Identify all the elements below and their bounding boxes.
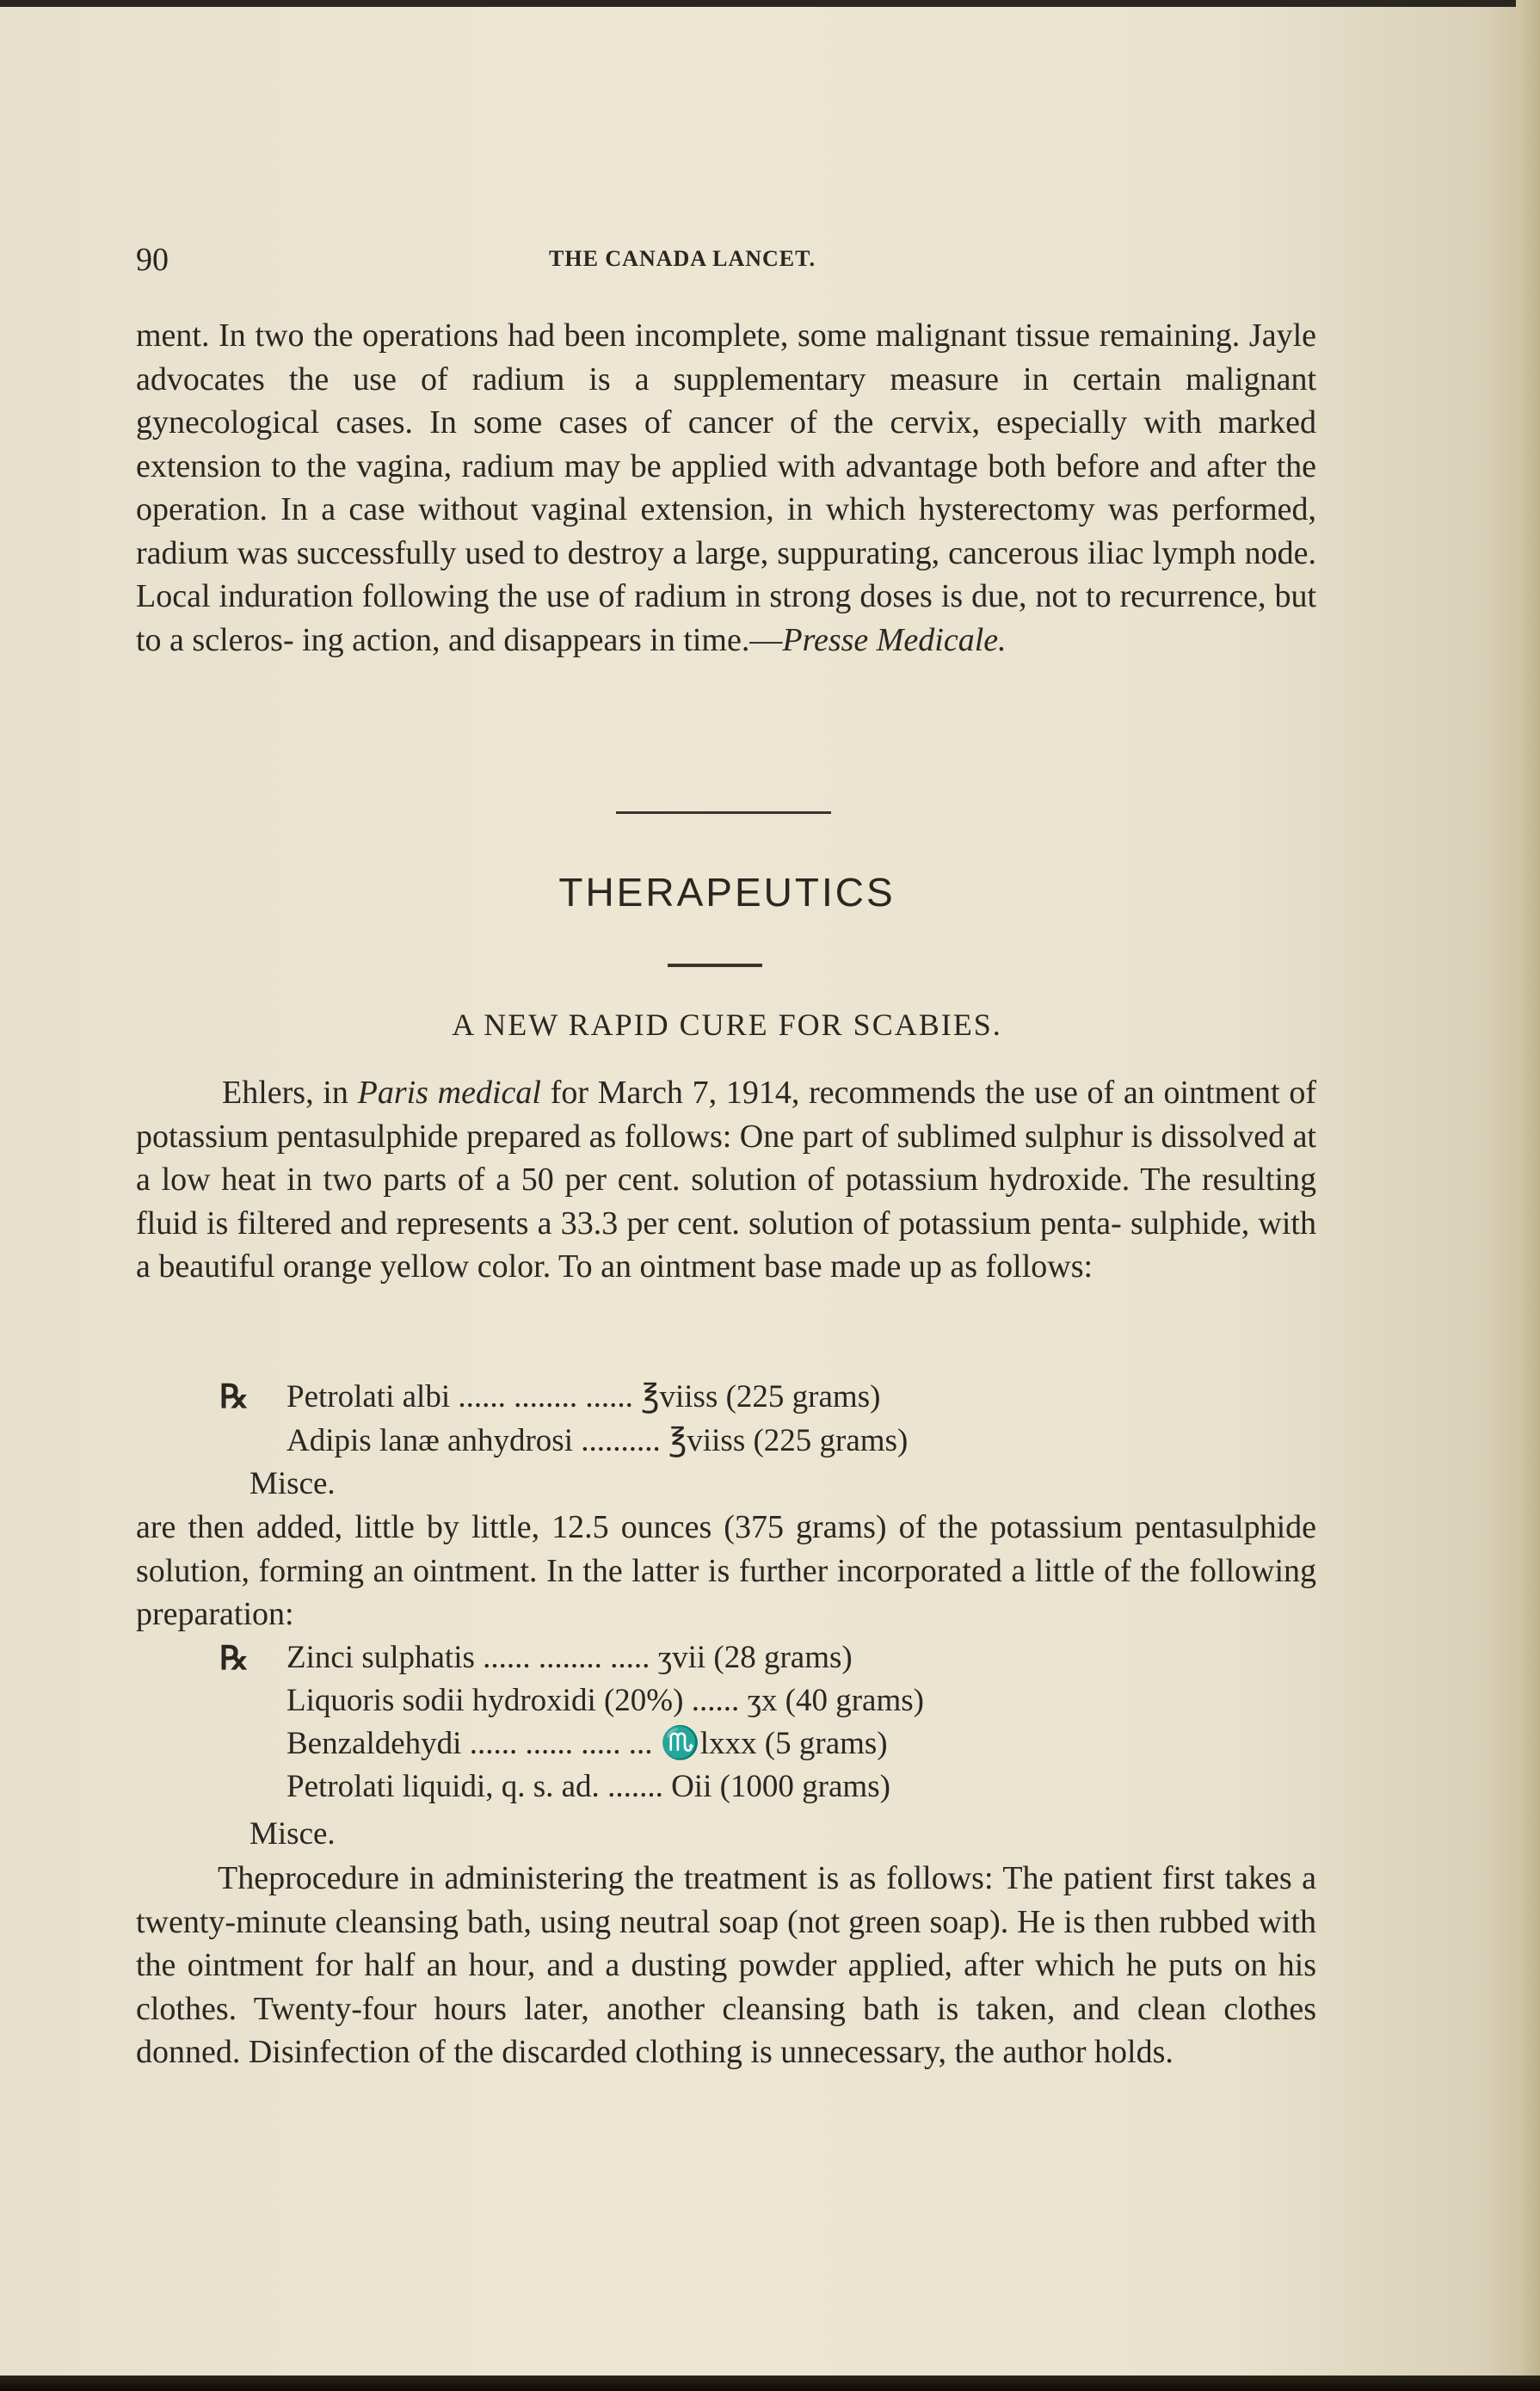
scan-top-edge bbox=[0, 0, 1540, 7]
leader-dots: ....... bbox=[607, 1769, 663, 1804]
leader-dots: ...... ........ ...... bbox=[458, 1379, 633, 1414]
continuation-text: ment. In two the operations had been incomplete, some malignant tissue remaining. Jayle advocates the use of radium is a supplementary measure in certain malignant gynecological cases. In some cases of cancer of the cervix, especially with marked extension to the vagina, radium may be applied with advantage both before and after the operation. In a case without vaginal extension, in which hysterectomy was performed, radium was successfully used to destroy a large, suppurating, cancerous iliac lymph node. Local induration following the use of radium in strong doses is due, not to recurrence, but to a scleros- ing action, and disappears in time.— bbox=[136, 317, 1316, 658]
leader-dots: ...... bbox=[691, 1683, 740, 1718]
ingredient-grams: (5 grams) bbox=[764, 1726, 888, 1761]
p1-body: for March 7, 1914, recommends the use of an ointment of potassium pentasulphide prepared as follows: One part of sublimed sulphur is dissolved at a low heat in two parts of a 50 per cent. solution of potassium hydroxide. The resulting fluid is filtered and represents a 33.3 per cent. solution of potassium penta- sulphide, with a beautiful orange yellow color. To an ointment base made up as follows: bbox=[136, 1075, 1317, 1285]
ingredient-name: Liquoris sodii hydroxidi (20%) bbox=[286, 1683, 684, 1718]
formula-1-line-1 bbox=[286, 1377, 880, 1415]
continuation-paragraph bbox=[136, 314, 1316, 662]
formula-2-line-2 bbox=[286, 1682, 924, 1719]
rx-symbol-2: ℞ bbox=[219, 1641, 249, 1677]
ingredient-grams: (28 grams) bbox=[713, 1640, 853, 1675]
running-title: THE CANADA LANCET. bbox=[549, 246, 816, 271]
p1-intro: Ehlers, in bbox=[222, 1075, 358, 1111]
ingredient-grams: (1000 grams) bbox=[719, 1769, 890, 1804]
ingredient-name: Benzaldehydi bbox=[286, 1726, 462, 1761]
source-citation: Presse Medicale. bbox=[782, 621, 1007, 658]
misce-label-1: Misce. bbox=[249, 1466, 336, 1501]
formula-2-line-1 bbox=[286, 1639, 853, 1676]
ingredient-name: Adipis lanæ anhydrosi bbox=[286, 1423, 573, 1458]
page-fore-edge bbox=[1516, 0, 1540, 2391]
ingredient-grams: (225 grams) bbox=[753, 1423, 909, 1458]
ingredient-amount: ℥viiss bbox=[641, 1379, 718, 1414]
article-paragraph-3: Theprocedure in administering the treatment is as follows: The patient first takes a twenty-minute cleansing bath, using neutral soap (not green soap). He is then rubbed with the ointment for half an hour, and a dusting powder applied, after which he puts on his clothes. Twenty-four hours later, another cleansing bath is taken, and clean clothes donned. Disinfection of the discarded clothing is unnecessary, the author holds. bbox=[136, 1860, 1316, 2070]
journal-name: Paris medical bbox=[357, 1075, 541, 1111]
section-title: THERAPEUTICS bbox=[558, 870, 896, 915]
ingredient-name: Zinci sulphatis bbox=[286, 1640, 475, 1675]
misce-label-2: Misce. bbox=[249, 1816, 336, 1852]
page-header bbox=[136, 241, 1323, 284]
ingredient-grams: (40 grams) bbox=[785, 1683, 924, 1718]
ingredient-name: Petrolati liquidi, q. s. ad. bbox=[286, 1769, 600, 1804]
ingredient-amount: ℥viiss bbox=[668, 1423, 746, 1458]
rx-symbol-1: ℞ bbox=[219, 1379, 249, 1415]
leader-dots: ...... ........ ..... bbox=[483, 1640, 650, 1675]
article-title: A NEW RAPID CURE FOR SCABIES. bbox=[452, 1008, 1002, 1042]
ingredient-amount: Oii bbox=[671, 1769, 712, 1804]
leader-dots: ...... ...... ..... ... bbox=[469, 1726, 653, 1761]
formula-1-line-2 bbox=[286, 1421, 908, 1459]
article-paragraph-2: are then added, little by little, 12.5 ounces (375 grams) of the potassium pentasulphide solution, forming an ointment. In the latter is further incorporated a little of the following preparation: bbox=[136, 1509, 1316, 1632]
ingredient-grams: (225 grams) bbox=[725, 1379, 881, 1414]
section-divider-rule bbox=[616, 811, 831, 814]
ingredient-name: Petrolati albi bbox=[286, 1379, 451, 1414]
formula-2-line-3 bbox=[286, 1725, 888, 1762]
page-number: 90 bbox=[136, 242, 169, 278]
title-ornament-rule bbox=[668, 964, 762, 967]
ingredient-amount: ʒx bbox=[747, 1683, 778, 1718]
leader-dots: .......... bbox=[581, 1423, 661, 1458]
formula-2-line-4 bbox=[286, 1768, 890, 1805]
scan-bottom-edge bbox=[0, 2376, 1540, 2391]
article-paragraph-1 bbox=[136, 1071, 1316, 1289]
ingredient-amount: ʒvii bbox=[657, 1640, 706, 1675]
ingredient-amount: ♏lxxx bbox=[660, 1726, 757, 1761]
